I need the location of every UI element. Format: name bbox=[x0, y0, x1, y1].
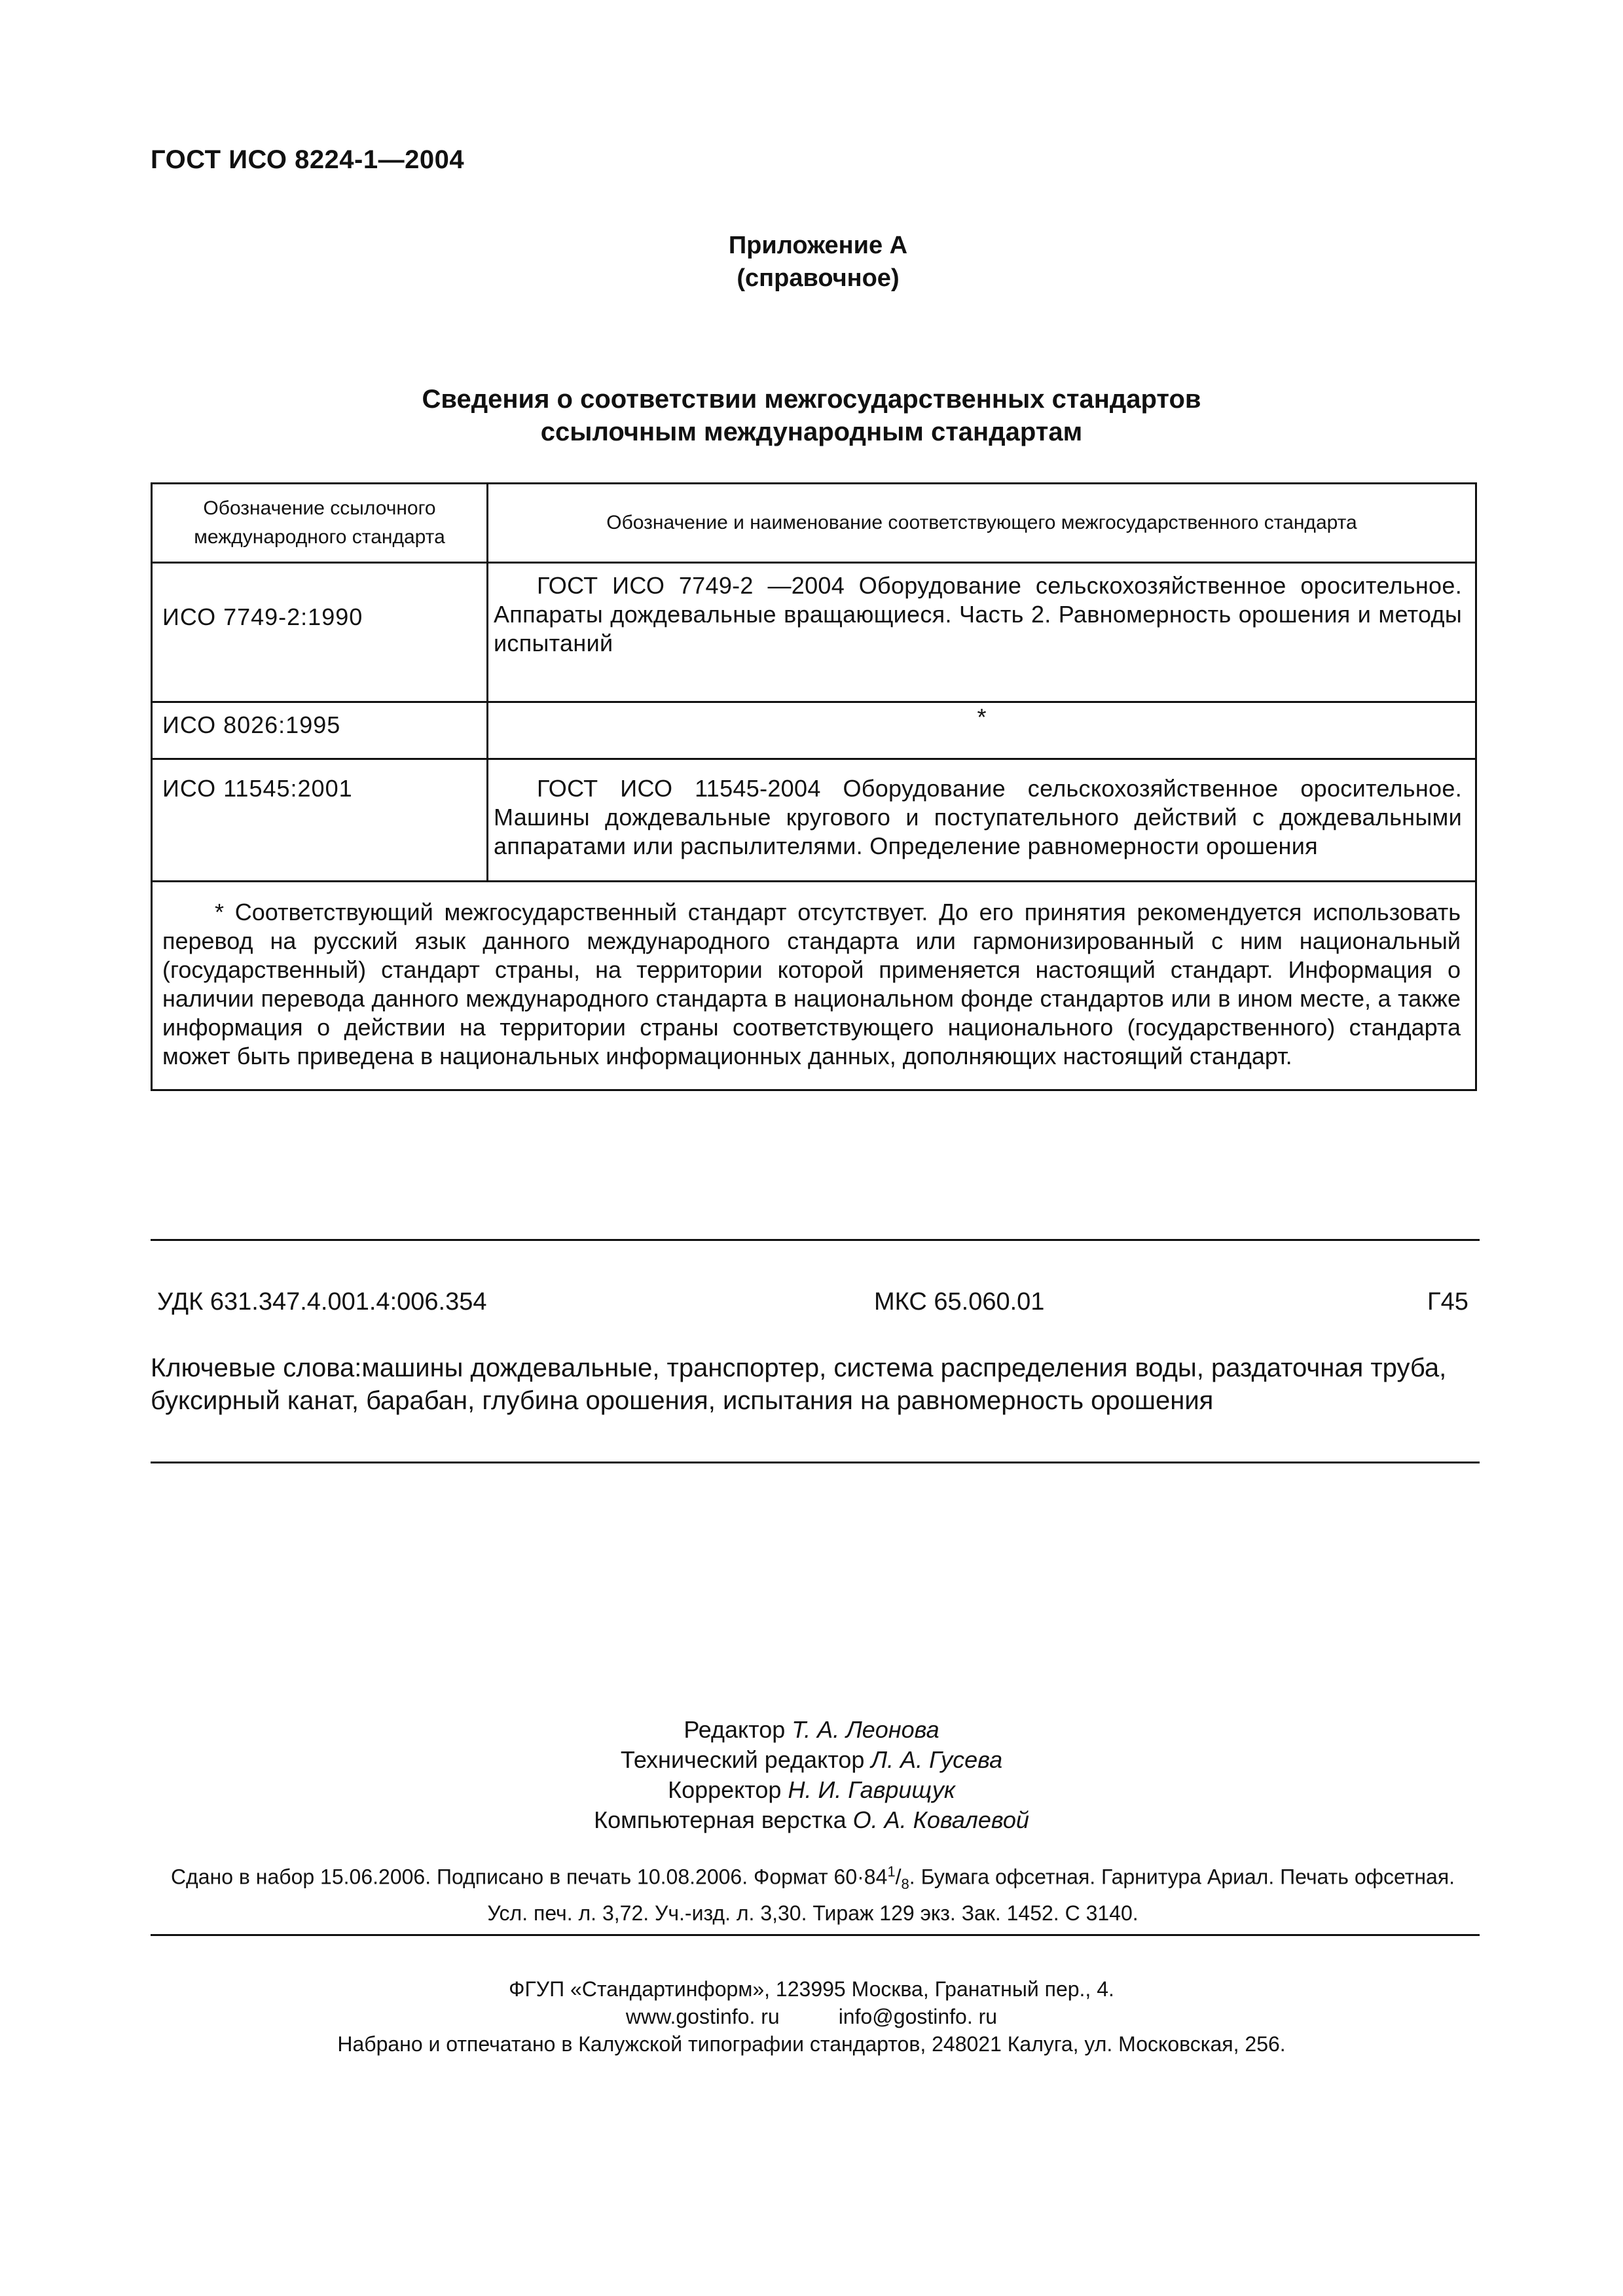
credit-role: Компьютерная верстка bbox=[594, 1806, 847, 1833]
credit-tech-editor bbox=[0, 1745, 1623, 1775]
gost-text: ГОСТ ИСО 11545-2004 Оборудование сельскохозяйственное оросительное. Машины дождевальные кругового и поступательного действий с дождевальными аппаратами или распылителями. Определение равномерности орошения bbox=[494, 775, 1462, 859]
table-note-row bbox=[152, 882, 1476, 1090]
divider bbox=[151, 1239, 1480, 1241]
publisher-info bbox=[0, 1975, 1623, 2058]
group-code: Г45 bbox=[1427, 1288, 1468, 1316]
col1-header-line2: международного стандарта bbox=[194, 526, 445, 548]
table-row bbox=[152, 563, 1476, 702]
publisher-website: www.gostinfo. ru bbox=[625, 2005, 780, 2028]
reference-standards-table bbox=[151, 482, 1477, 1091]
document-code: ГОСТ ИСО 8224-1—2004 bbox=[151, 145, 465, 174]
keywords bbox=[151, 1352, 1475, 1417]
section-heading bbox=[0, 383, 1623, 448]
keywords-label: Ключевые слова: bbox=[151, 1354, 362, 1382]
section-heading-line1: Сведения о соответствии межгосударственных стандартов bbox=[422, 385, 1201, 414]
section-heading-line2: ссылочным международным стандартам bbox=[540, 418, 1083, 446]
credits bbox=[0, 1715, 1623, 1835]
publisher-contacts bbox=[0, 2003, 1623, 2030]
format-fraction-den: 8 bbox=[901, 1876, 909, 1893]
iso-cell: ИСО 11545:2001 bbox=[152, 759, 488, 882]
credit-name: Л. А. Гусева bbox=[871, 1746, 1003, 1773]
mks-code: МКС 65.060.01 bbox=[874, 1288, 1045, 1316]
col1-header-line1: Обозначение ссылочного bbox=[203, 497, 436, 519]
format-fraction-num: 1 bbox=[887, 1863, 896, 1880]
print-info-part1: Сдано в набор 15.06.2006. Подписано в печать 10.08.2006. Формат 60·84 bbox=[170, 1865, 888, 1889]
table-row bbox=[152, 702, 1476, 759]
col1-header bbox=[152, 484, 488, 563]
table-row bbox=[152, 759, 1476, 882]
credit-role: Технический редактор bbox=[620, 1746, 865, 1773]
print-info-part2: . Бумага офсетная. Гарнитура Ариал. Печать офсетная. Усл. печ. л. 3,72. Уч.-изд. л. 3,30. Тираж 129 экз. Зак. 1452. С 3140. bbox=[487, 1865, 1455, 1926]
credit-role: Корректор bbox=[668, 1776, 782, 1803]
divider bbox=[151, 1462, 1480, 1463]
printing-house: Набрано и отпечатано в Калужской типографии стандартов, 248021 Калуга, ул. Московская, 256. bbox=[337, 2032, 1286, 2056]
credit-editor bbox=[0, 1715, 1623, 1745]
publisher-email: info@gostinfo. ru bbox=[838, 2005, 998, 2028]
credit-name: О. А. Ковалевой bbox=[852, 1806, 1029, 1833]
credit-name: Т. А. Леонова bbox=[792, 1716, 939, 1743]
credit-corrector bbox=[0, 1775, 1623, 1805]
table-header-row bbox=[152, 484, 1476, 563]
table-footnote bbox=[152, 882, 1476, 1090]
udk-code: УДК 631.347.4.001.4:006.354 bbox=[157, 1288, 487, 1316]
credit-layout bbox=[0, 1805, 1623, 1835]
col2-header: Обозначение и наименование соответствующего межгосударственного стандарта bbox=[488, 484, 1476, 563]
footnote-text: * Соответствующий межгосударственный стандарт отсутствует. До его принятия рекомендуется использовать перевод на русский язык данного международного стандарта или гармонизированный с ним национальный (государственный) стандарт страны, на территории которой применяется настоящий стандарт. Информация о наличии перевода данного международного стандарта в национальном фонде стандартов или в ином месте, а также информация о действии на территории страны соответствующего национального (государственного) стандарта может быть приведена в национальных информационных данных, дополняющих настоящий стандарт. bbox=[162, 899, 1461, 1069]
annex-title: Приложение А bbox=[728, 232, 908, 259]
keywords-text: машины дождевальные, транспортер, система распределения воды, раздаточная труба, буксирный канат, барабан, глубина орошения, испытания на равномерность орошения bbox=[151, 1354, 1447, 1415]
print-info: Сдано в набор 15.06.2006. Подписано в печать 10.08.2006. Формат $60\cdot 84^1/_8$. Бумага офсетная. Гарнитура Ариал. Печать офсетная. Усл. печ. л. 3,72. Уч.-изд. л. 3,30. Тираж 129 экз. Зак. 1452. С 3140. bbox=[170, 1863, 1455, 1926]
divider bbox=[151, 1934, 1480, 1936]
credit-role: Редактор bbox=[684, 1716, 786, 1743]
publisher-address: ФГУП «Стандартинформ», 123995 Москва, Гранатный пер., 4. bbox=[509, 1977, 1114, 2001]
iso-cell: ИСО 8026:1995 bbox=[152, 702, 488, 759]
credit-name: Н. И. Гаврищук bbox=[788, 1776, 955, 1803]
gost-cell bbox=[488, 759, 1476, 882]
gost-text: ГОСТ ИСО 7749-2 —2004 Оборудование сельскохозяйственное оросительное. Аппараты дождевальные вращающиеся. Часть 2. Равномерность орошения и методы испытаний bbox=[494, 572, 1462, 656]
gost-cell-absent: * bbox=[488, 702, 1476, 759]
annex-heading bbox=[0, 229, 1623, 295]
gost-cell bbox=[488, 563, 1476, 702]
annex-subtitle: (справочное) bbox=[737, 264, 900, 292]
iso-cell: ИСО 7749-2:1990 bbox=[152, 563, 488, 702]
